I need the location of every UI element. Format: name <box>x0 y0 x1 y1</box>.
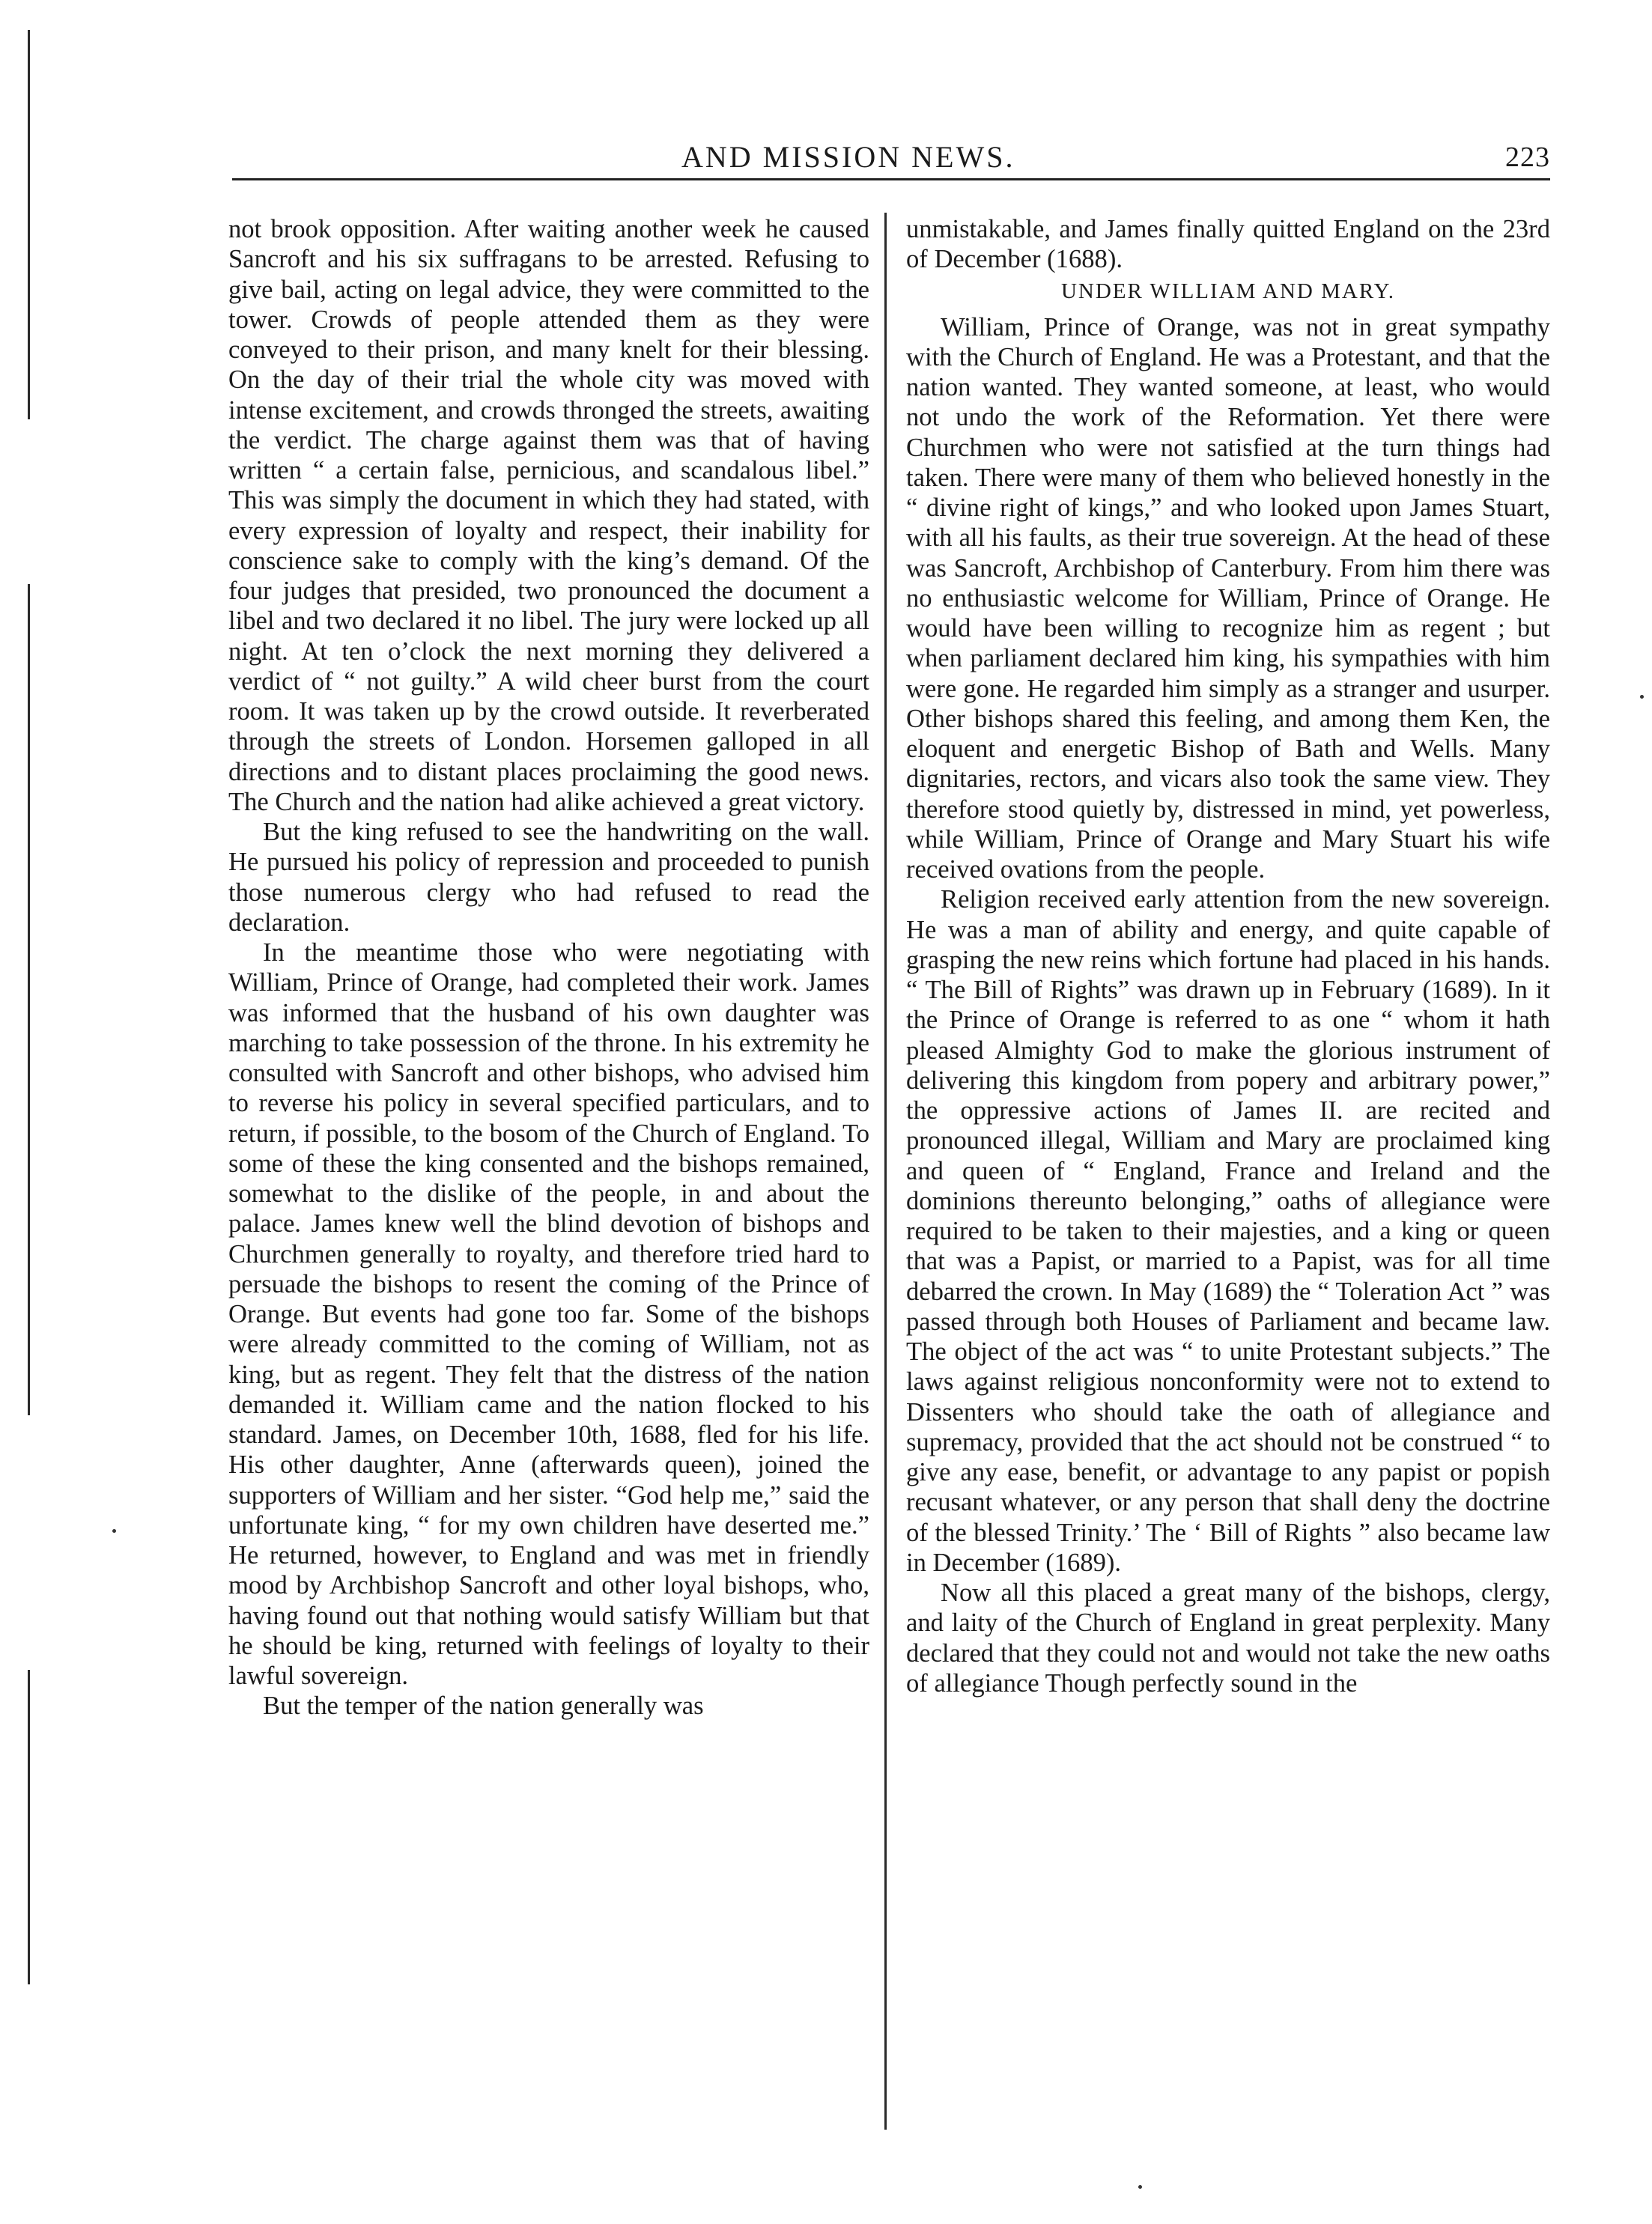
print-speck <box>1138 2185 1142 2189</box>
left-margin-rule <box>28 584 30 1415</box>
print-speck <box>1640 695 1644 699</box>
section-heading: UNDER WILLIAM AND MARY. <box>1060 279 1396 303</box>
paragraph: William, Prince of Orange, was not in great sympathy with the Church of England. He was a Protestant, and that the nation wanted. They wanted someone, at least, who would not undo the work of the Reformation. Yet there were Churchmen who were not satisfied at the turn things had taken. There were many of them who believed honestly in the “ divine right of kings,” and who looked upon James Stuart, with all his faults, as their true sovereign. At the head of these was Sancroft, Archbishop of Canterbury. From him there was no enthusiastic welcome for William, Prince of Orange. He would have been willing to recognize him as regent ; but when parliament declared him king, his sympathies with him were gone. He regarded him simply as a stranger and usurper. Other bishops shared this feeling, and among them Ken, the eloquent and energetic Bishop of Bath and Wells. Many dignitaries, rectors, and vicars also took the same view. They therefore stood quietly by, distressed in mind, yet powerless, while William, Prince of Orange and Mary Stuart his wife received ovations from the people. <box>906 312 1550 884</box>
running-title: AND MISSION NEWS. <box>681 140 1015 174</box>
paragraph: Religion received early attention from the new sovereign. He was a man of ability and energy, and quite capable of grasping the new reins which fortune had placed in his hands. “ The Bill of Rights” was drawn up in February (1689). In it the Prince of Orange is referred to as one “ whom it hath pleased Almighty God to make the glorious instrument of delivering this kingdom from popery and arbitrary power,” the oppressive actions of James II. are recited and pronounced illegal, William and Mary are proclaimed king and queen of “ England, France and Ireland and the dominions thereunto belonging,” oaths of allegiance were required to be taken to their majesties, and a king or queen that was a Papist, or married to a Papist, was for all time debarred the crown. In May (1689) the “ Toleration Act ” was passed through both Houses of Parliament and became law. The object of the act was “ to unite Protestant subjects.” The laws against religious nonconformity were not to extend to Dissenters who should take the oath of allegiance and supremacy, provided that the act should not be construed “ to give any ease, benefit, or advantage to any papist or popish recusant whatever, or any person that shall deny the doctrine of the blessed Trinity.’ The ‘ Bill of Rights ” also became law in December (1689). <box>906 885 1550 1577</box>
paragraph: unmistakable, and James finally quitted England on the 23rd of December (1688). <box>906 215 1550 274</box>
left-margin-rule <box>28 30 30 419</box>
print-speck <box>112 1529 116 1533</box>
header-rule <box>232 178 1550 180</box>
column-divider <box>884 213 887 2130</box>
paragraph: Now all this placed a great many of the bishops, clergy, and laity of the Church of England in great perplexity. Many declared that they could not and would not take the new oaths of allegiance Though perfectly sound in the <box>906 1579 1550 1698</box>
running-header <box>232 139 1550 177</box>
paragraph: But the king refused to see the handwriting on the wall. He pursued his policy of repression and proceeded to punish those numerous clergy who had refused to read the declaration. <box>228 818 869 937</box>
left-margin-rule <box>28 1670 30 1984</box>
right-column <box>906 214 1550 1698</box>
page-number: 223 <box>1505 142 1550 173</box>
paragraph: not brook opposition. After waiting another week he caused Sancroft and his six suffragans to be arrested. Refusing to give bail, acting on legal advice, they were committed to the tower. Crowds of people attended them as they were conveyed to their prison, and many knelt for their blessing. On the day of their trial the whole city was moved with intense excitement, and crowds thronged the streets, awaiting the verdict. The charge against them was that of having written “ a certain false, pernicious, and scandalous libel.” This was simply the document in which they had stated, with every expression of loyalty and respect, their inability for conscience sake to comply with the king’s demand. Of the four judges that presided, two pronounced the document a libel and two declared it no libel. The jury were locked up all night. At ten o’clock the next morning they delivered a verdict of “ not guilty.” A wild cheer burst from the court room. It was taken up by the crowd outside. It reverberated through the streets of London. Horsemen galloped in all directions and to distant places proclaiming the good news. The Church and the nation had alike achieved a great victory. <box>228 215 869 816</box>
paragraph: In the meantime those who were negotiating with William, Prince of Orange, had completed their work. James was informed that the husband of his own daughter was marching to take possession of the throne. In his extremity he consulted with Sancroft and other bishops, who advised him to reverse his policy in several specified particulars, and to return, if possible, to the bosom of the Church of England. To some of these the king consented and the bishops remained, somewhat to the dislike of the people, in and about the palace. James knew well the blind devotion of bishops and Churchmen generally to royalty, and therefore tried hard to persuade the bishops to resent the coming of the Prince of Orange. But events had gone too far. Some of the bishops were already committed to the coming of William, not as king, but as regent. They felt that the distress of the nation demanded it. William came and the nation flocked to his standard. James, on December 10th, 1688, fled for his life. His other daughter, Anne (afterwards queen), joined the supporters of William and her sister. “God help me,” said the unfortunate king, “ for my own children have deserted me.” He returned, however, to England and was met in friendly mood by Archbishop Sancroft and other loyal bishops, who, having found out that nothing would satisfy William but that he should be king, returned with feelings of loyalty to their lawful sovereign. <box>228 938 869 1690</box>
paragraph: But the temper of the nation generally was <box>263 1692 704 1721</box>
left-column <box>228 214 869 1722</box>
